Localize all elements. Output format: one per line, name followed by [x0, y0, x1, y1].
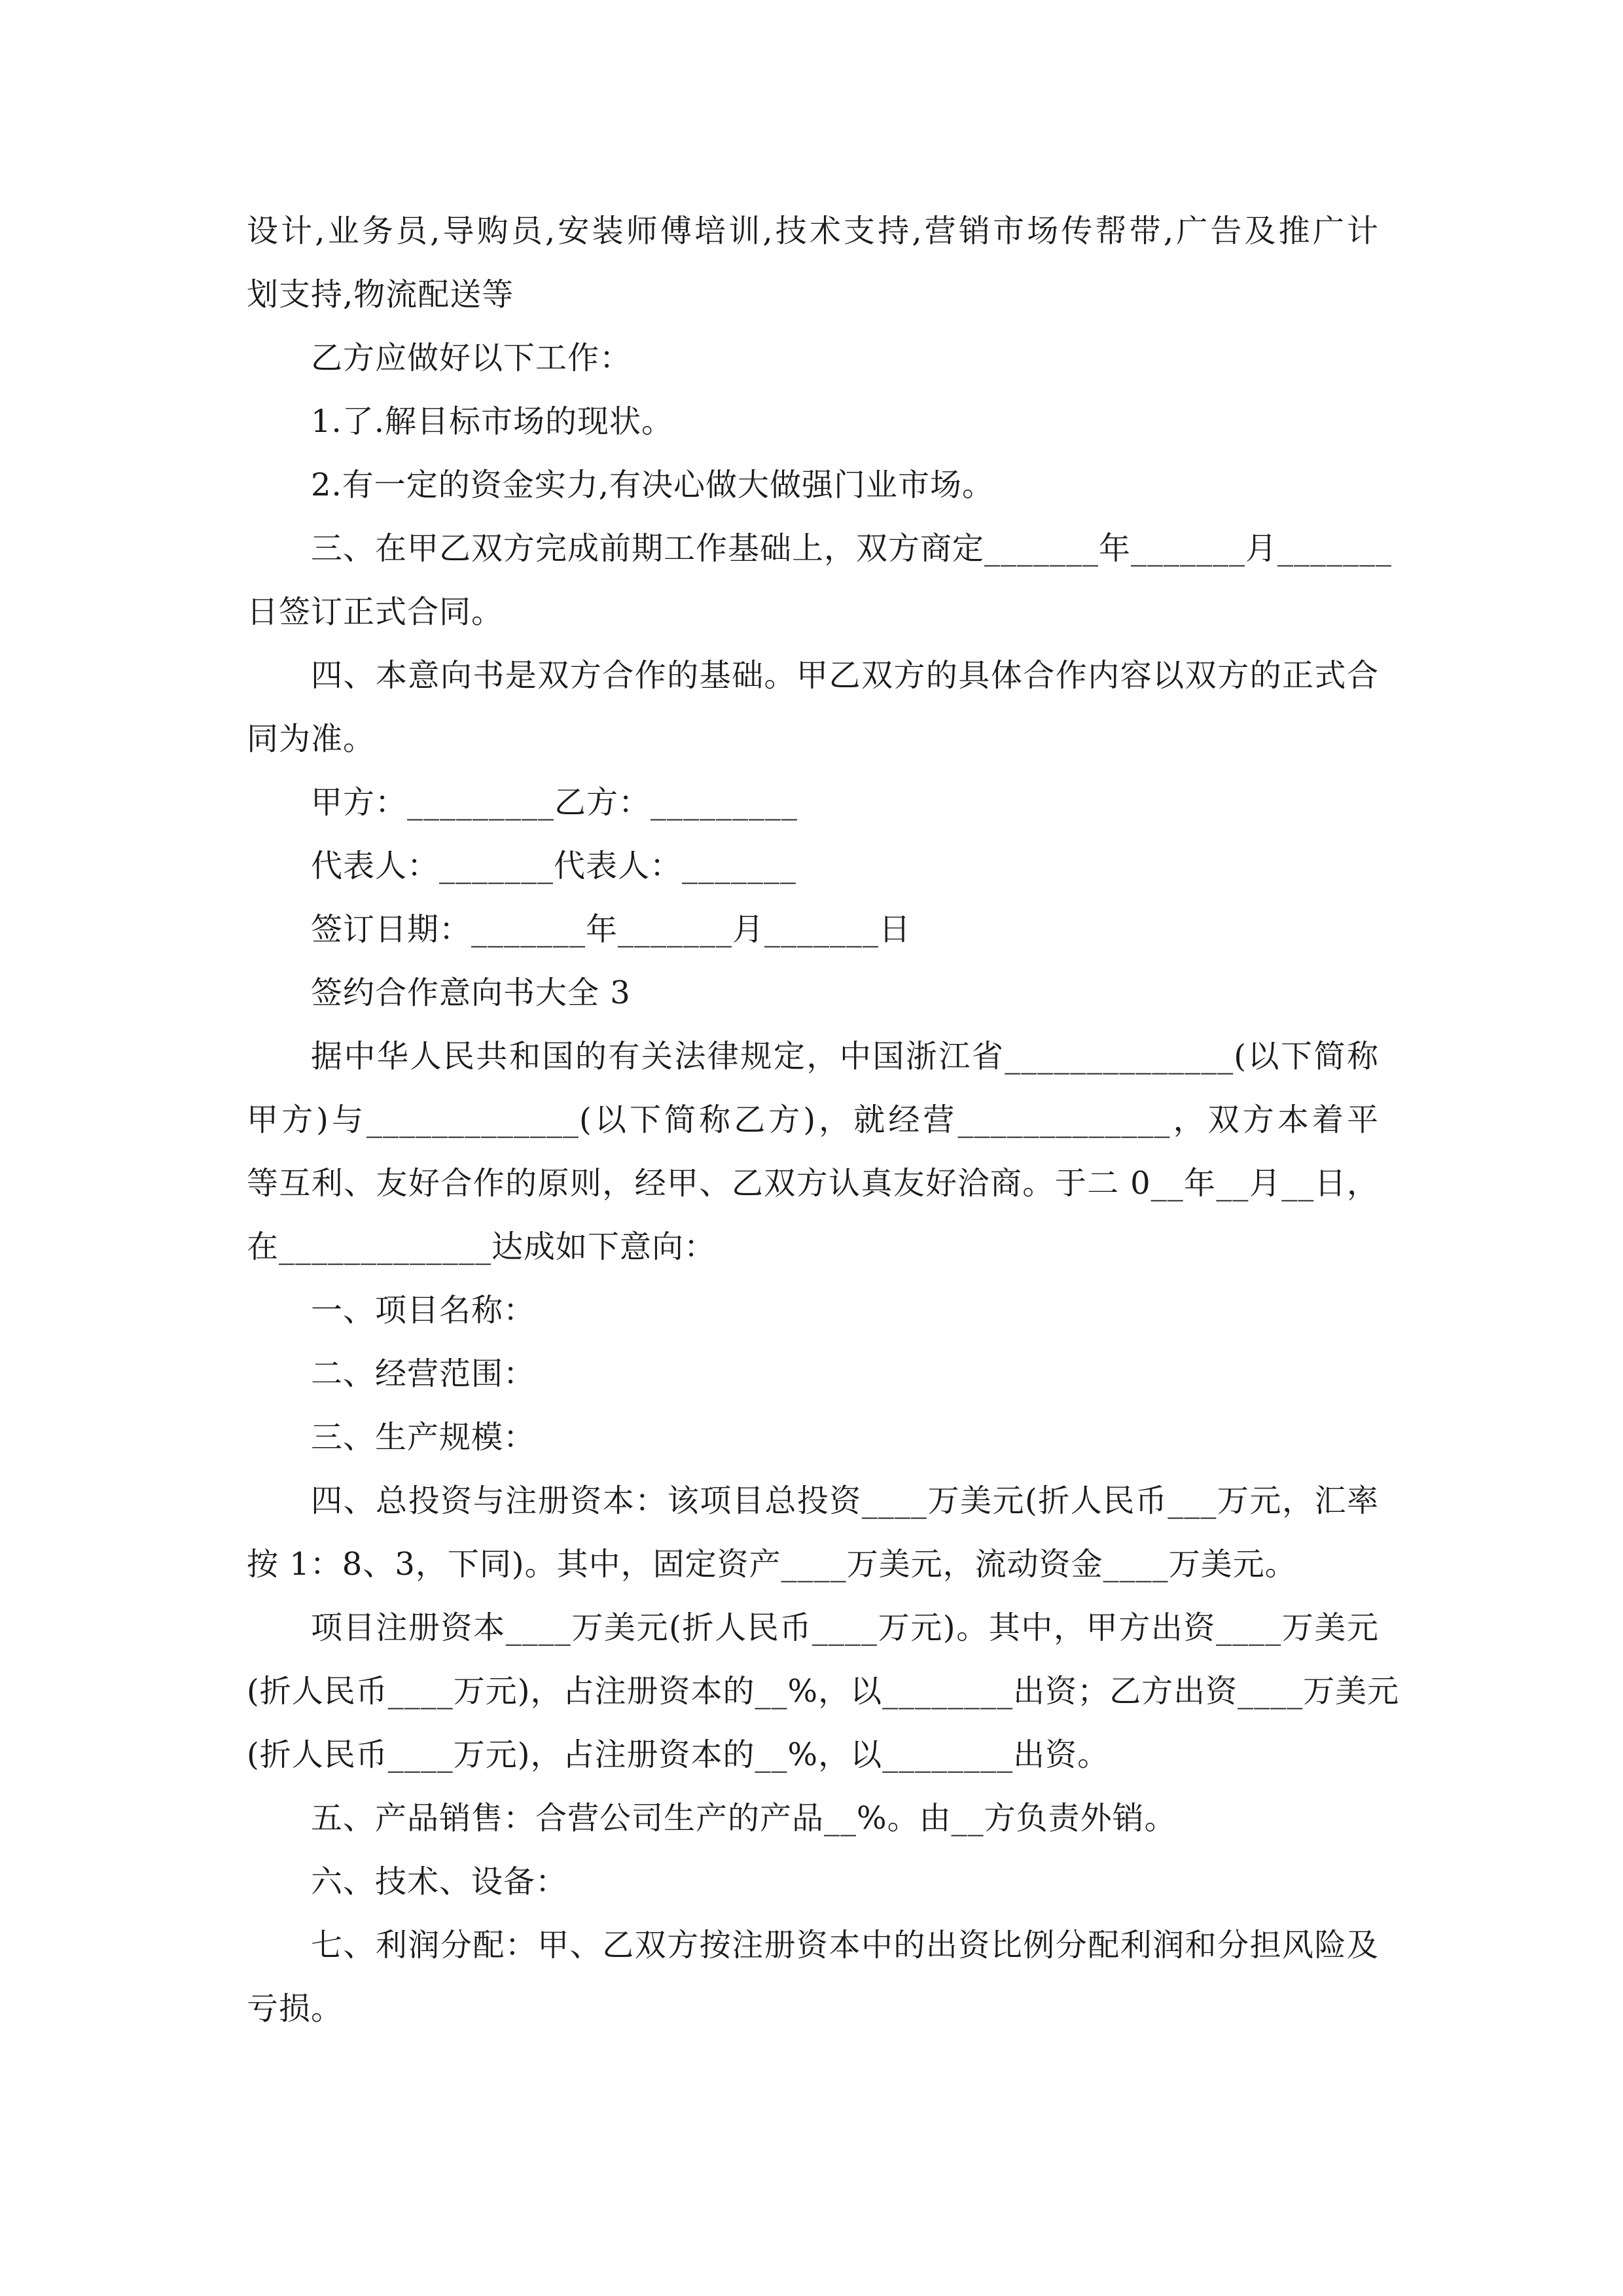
- clause-paragraph: 五、产品销售：合营公司生产的产品__%。由__方负责外销。: [311, 1800, 1177, 1837]
- document-page: [247, 200, 1400, 2041]
- clause-paragraph: 四、总投资与注册资本：该项目总投资____万美元(折人民币___万元，汇率: [311, 1482, 1379, 1519]
- preamble-paragraph: 甲方)与_____________(以下简称乙方)，就经营_____________，双方本着平: [247, 1102, 1379, 1138]
- clause-paragraph: 三、在甲乙双方完成前期工作基础上，双方商定_______年_______月_______: [311, 530, 1393, 567]
- clause-paragraph: 亏损。: [247, 1990, 344, 2027]
- clause-heading: 六、技术、设备：: [311, 1863, 568, 1900]
- signature-representative-line: 代表人：_______代表人：_______: [311, 848, 797, 884]
- list-item: 1.了.解目标市场的现状。: [311, 403, 674, 440]
- clause-paragraph: 按 1：8、3，下同)。其中，固定资产____万美元，流动资金____万美元。: [247, 1546, 1297, 1583]
- section-title: 签约合作意向书大全 3: [311, 975, 631, 1011]
- clause-heading: 三、生产规模：: [311, 1419, 536, 1456]
- clause-paragraph: 项目注册资本____万美元(折人民币____万元)。其中，甲方出资____万美元: [311, 1609, 1379, 1646]
- preamble-paragraph: 在_____________达成如下意向：: [247, 1229, 717, 1265]
- clause-paragraph: 日签订正式合同。: [247, 594, 504, 630]
- signature-date-line: 签订日期：_______年_______月_______日: [311, 911, 912, 948]
- text-line: 乙方应做好以下工作：: [311, 340, 632, 376]
- preamble-paragraph: 等互利、友好合作的原则，经甲、乙双方认真友好洽商。于二 0__年__月__日，: [247, 1165, 1379, 1202]
- text-line: 设计,业务员,导购员,安装师傅培训,技术支持,营销市场传帮带,广告及推广计: [247, 213, 1379, 249]
- list-item: 2.有一定的资金实力,有决心做大做强门业市场。: [311, 467, 995, 503]
- preamble-paragraph: 据中华人民共和国的有关法律规定，中国浙江省______________(以下简称: [311, 1038, 1379, 1075]
- text-line: 划支持,物流配送等: [247, 276, 514, 313]
- clause-paragraph: 七、利润分配：甲、乙双方按注册资本中的出资比例分配利润和分担风险及: [311, 1927, 1379, 1964]
- clause-paragraph: 同为准。: [247, 721, 376, 757]
- clause-heading: 一、项目名称：: [311, 1292, 536, 1329]
- clause-paragraph: (折人民币____万元)，占注册资本的__%，以________出资。: [247, 1736, 1110, 1773]
- clause-paragraph: (折人民币____万元)，占注册资本的__%，以________出资；乙方出资____万美元: [247, 1673, 1400, 1710]
- signature-party-line: 甲方：_________乙方：_________: [311, 784, 798, 821]
- clause-heading: 二、经营范围：: [311, 1355, 536, 1392]
- clause-paragraph: 四、本意向书是双方合作的基础。甲乙双方的具体合作内容以双方的正式合: [311, 657, 1379, 694]
